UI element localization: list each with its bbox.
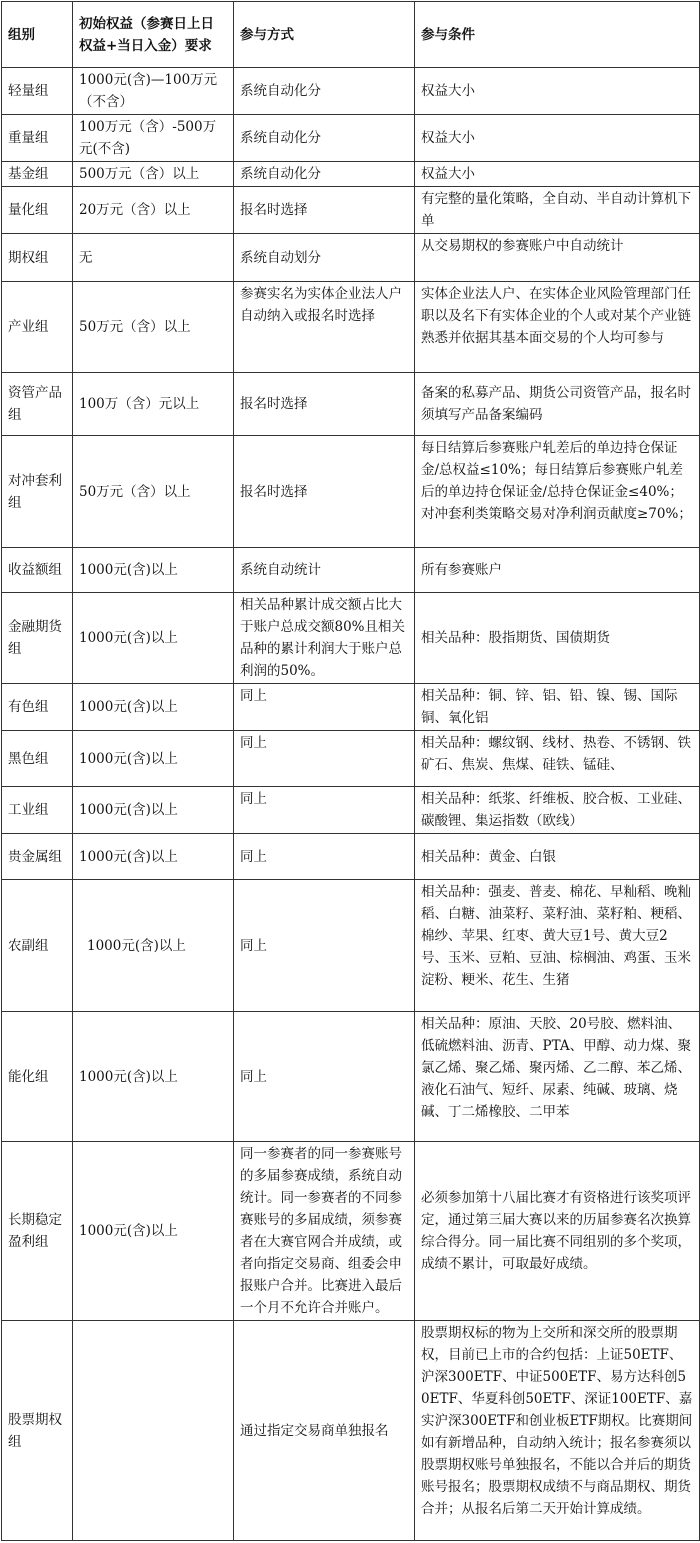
cell-method: 报名时选择 xyxy=(234,436,415,548)
cell-group: 能化组 xyxy=(2,1012,73,1142)
cell-group: 期权组 xyxy=(2,234,73,282)
cell-condition: 所有参赛账户 xyxy=(415,548,700,593)
cell-group: 工业组 xyxy=(2,787,73,834)
cell-method: 参赛实名为实体企业法人户自动纳入或报名时选择 xyxy=(234,282,415,373)
cell-method: 系统自动化分 xyxy=(234,162,415,187)
cell-equity: 1000元(含)—100万元（不含） xyxy=(73,68,234,115)
cell-condition: 相关品种：纸浆、纤维板、胶合板、工业硅、碳酸锂、集运指数（欧线） xyxy=(415,787,700,834)
cell-method: 系统自动统计 xyxy=(234,548,415,593)
cell-group: 农副组 xyxy=(2,880,73,1012)
cell-equity: 1000元(含)以上 xyxy=(73,593,234,684)
table-row xyxy=(2,684,700,731)
cell-equity: 1000元(含)以上 xyxy=(73,684,234,731)
cell-condition: 相关品种：强麦、普麦、棉花、早籼稻、晚籼稻、白糖、油菜籽、菜籽油、菜籽粕、粳稻、棉纱、苹果、红枣、黄大豆1号、黄大豆2号、玉米、豆粕、豆油、棕榈油、鸡蛋、玉米淀粉、粳米、花生、生猪 xyxy=(415,880,700,1012)
cell-method: 报名时选择 xyxy=(234,187,415,234)
table-row xyxy=(2,187,700,234)
table-row xyxy=(2,436,700,548)
cell-condition: 有完整的量化策略，全自动、半自动计算机下单 xyxy=(415,187,700,234)
table-row xyxy=(2,548,700,593)
cell-group: 基金组 xyxy=(2,162,73,187)
cell-condition: 权益大小 xyxy=(415,68,700,115)
cell-group: 对冲套利组 xyxy=(2,436,73,548)
cell-condition: 实体企业法人户、在实体企业风险管理部门任职以及名下有实体企业的个人或对某个产业链熟悉并依据其基本面交易的个人均可参与 xyxy=(415,282,700,373)
cell-group: 长期稳定盈利组 xyxy=(2,1142,73,1321)
cell-condition: 相关品种：黄金、白银 xyxy=(415,834,700,880)
cell-method: 相关品种累计成交额占比大于账户总成交额80%且相关品种的累计利润大于账户总利润的50%。 xyxy=(234,593,415,684)
cell-equity: 无 xyxy=(73,234,234,282)
header-initial-equity: 初始权益（参赛日上日权益+当日入金）要求 xyxy=(73,2,234,68)
cell-condition: 每日结算后参赛账户轧差后的单边持仓保证金/总权益≤10%；每日结算后参赛账户轧差后的单边持仓保证金/总持仓保证金≤40%；对冲套利类策略交易对净利润贡献度≥70%； xyxy=(415,436,700,548)
cell-method: 同上 xyxy=(234,684,415,731)
cell-group: 轻量组 xyxy=(2,68,73,115)
cell-condition: 权益大小 xyxy=(415,115,700,162)
cell-condition: 相关品种：铜、锌、铝、铅、镍、锡、国际铜、氧化铝 xyxy=(415,684,700,731)
table-row xyxy=(2,234,700,282)
cell-method: 系统自动化分 xyxy=(234,115,415,162)
cell-equity: 1000元(含)以上 xyxy=(73,731,234,787)
cell-condition: 备案的私募产品、期货公司资管产品，报名时须填写产品备案编码 xyxy=(415,373,700,436)
cell-group: 重量组 xyxy=(2,115,73,162)
cell-condition: 必须参加第十八届比赛才有资格进行该奖项评定，通过第三届大赛以来的历届参赛名次换算综合得分。同一届比赛不同组别的多个奖项，成绩不累计，可取最好成绩。 xyxy=(415,1142,700,1321)
competition-groups-table xyxy=(1,1,700,1541)
table-row xyxy=(2,787,700,834)
cell-method: 同上 xyxy=(234,880,415,1012)
table-row xyxy=(2,880,700,1012)
cell-condition: 相关品种：螺纹钢、线材、热卷、不锈钢、铁矿石、焦炭、焦煤、硅铁、锰硅、 xyxy=(415,731,700,787)
table-header-row xyxy=(2,2,700,68)
cell-condition: 股票期权标的物为上交所和深交所的股票期权，目前已上市的合约包括：上证50ETF、沪深300ETF、中证500ETF、易方达科创50ETF、华夏科创50ETF、深证100ETF、嘉实沪深300ETF和创业板ETF期权。比赛期间如有新增品种，自动纳入统计；报名参赛须以股票期权账号单独报名，不能以合并后的期货账号报名；股票期权成绩不与商品期权、期货合并；从报名后第二天开始计算成绩。 xyxy=(415,1321,700,1541)
header-participation-condition: 参与条件 xyxy=(415,2,700,68)
table-row xyxy=(2,68,700,115)
cell-equity: 1000元(含)以上 xyxy=(73,1012,234,1142)
cell-method: 同上 xyxy=(234,731,415,787)
cell-group: 资管产品组 xyxy=(2,373,73,436)
cell-method: 报名时选择 xyxy=(234,373,415,436)
cell-equity: 100万元（含）-500万元(不含) xyxy=(73,115,234,162)
cell-equity: 1000元(含)以上 xyxy=(73,787,234,834)
cell-equity: 20万元（含）以上 xyxy=(73,187,234,234)
cell-method: 同上 xyxy=(234,787,415,834)
cell-equity: 500万元（含）以上 xyxy=(73,162,234,187)
cell-condition: 权益大小 xyxy=(415,162,700,187)
table-row xyxy=(2,731,700,787)
cell-group: 股票期权组 xyxy=(2,1321,73,1541)
cell-method: 同一参赛者的同一参赛账号的多届参赛成绩，系统自动统计。同一参赛者的不同参赛账号的多届成绩，须参赛者在大赛官网合并成绩，或者向指定交易商、组委会申报账户合并。比赛进入最后一个月不允许合并账户。 xyxy=(234,1142,415,1321)
cell-equity: 50万元（含）以上 xyxy=(73,282,234,373)
cell-group: 收益额组 xyxy=(2,548,73,593)
header-participation-method: 参与方式 xyxy=(234,2,415,68)
cell-method: 同上 xyxy=(234,1012,415,1142)
cell-equity: 1000元(含)以上 xyxy=(73,834,234,880)
cell-group: 金融期货组 xyxy=(2,593,73,684)
table-row xyxy=(2,1012,700,1142)
cell-condition: 相关品种：原油、天胶、20号胶、燃料油、低硫燃料油、沥青、PTA、甲醇、动力煤、聚氯乙烯、聚乙烯、聚丙烯、乙二醇、苯乙烯、液化石油气、短纤、尿素、纯碱、玻璃、烧碱、丁二烯橡胶、二甲苯 xyxy=(415,1012,700,1142)
table-row xyxy=(2,282,700,373)
cell-equity: 100万（含）元以上 xyxy=(73,373,234,436)
cell-equity: 1000元(含)以上 xyxy=(73,548,234,593)
cell-equity: 50万元（含）以上 xyxy=(73,436,234,548)
cell-method: 系统自动划分 xyxy=(234,234,415,282)
table-row xyxy=(2,593,700,684)
cell-equity: 1000元(含)以上 xyxy=(73,880,234,1012)
table-row xyxy=(2,373,700,436)
table-row xyxy=(2,162,700,187)
cell-method: 系统自动化分 xyxy=(234,68,415,115)
cell-group: 贵金属组 xyxy=(2,834,73,880)
table-row xyxy=(2,1142,700,1321)
cell-group: 产业组 xyxy=(2,282,73,373)
table-row xyxy=(2,834,700,880)
cell-method: 同上 xyxy=(234,834,415,880)
table-row xyxy=(2,115,700,162)
cell-equity: 1000元(含)以上 xyxy=(73,1142,234,1321)
cell-group: 量化组 xyxy=(2,187,73,234)
cell-equity xyxy=(73,1321,234,1541)
cell-condition: 从交易期权的参赛账户中自动统计 xyxy=(415,234,700,282)
cell-group: 有色组 xyxy=(2,684,73,731)
cell-method: 通过指定交易商单独报名 xyxy=(234,1321,415,1541)
table-row xyxy=(2,1321,700,1541)
header-group: 组别 xyxy=(2,2,73,68)
cell-group: 黑色组 xyxy=(2,731,73,787)
cell-condition: 相关品种：股指期货、国债期货 xyxy=(415,593,700,684)
